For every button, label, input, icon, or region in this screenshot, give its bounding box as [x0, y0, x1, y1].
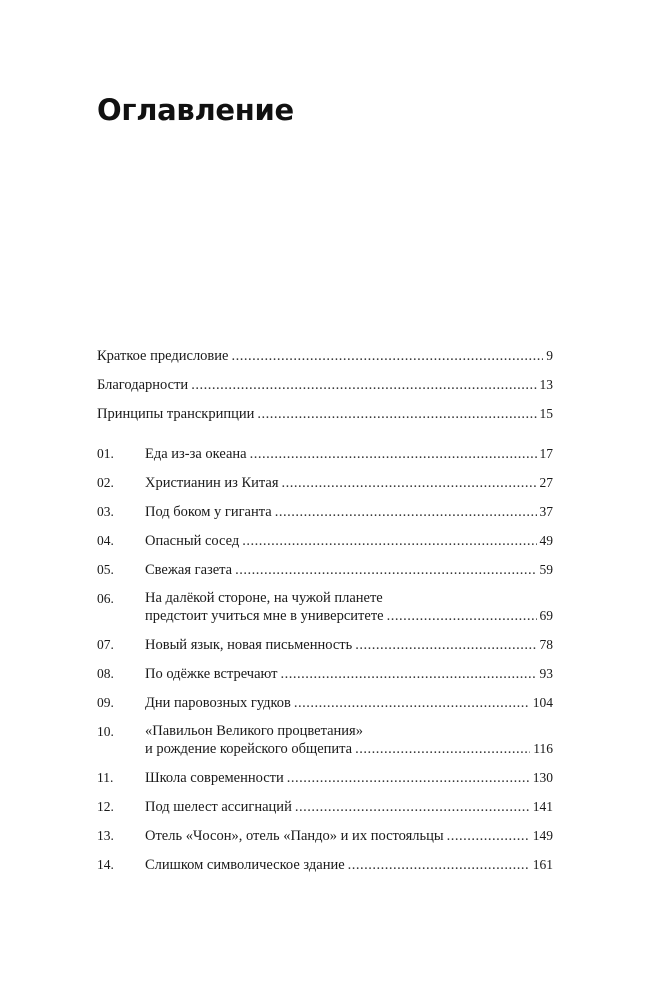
toc-entry-chapter [97, 503, 553, 521]
entry-page-number: 59 [539, 562, 553, 577]
entry-label: Школа современности [145, 770, 284, 786]
dot-leader [294, 695, 530, 712]
chapter-number: 12. [97, 799, 114, 814]
dot-leader [282, 475, 537, 492]
dot-leader [348, 857, 530, 874]
entry-label: Свежая газета [145, 562, 233, 578]
entry-page-number: 69 [539, 608, 553, 623]
entry-label: «Павильон Великого процветания» [145, 723, 363, 739]
chapter-number: 13. [97, 828, 114, 843]
entry-page-number: 49 [539, 533, 553, 548]
page-title: Оглавление [97, 93, 294, 127]
dot-leader [447, 828, 530, 845]
toc-entry-transcription [97, 405, 553, 423]
entry-label: Еда из-за океана [145, 446, 247, 462]
entry-page-number: 104 [532, 695, 553, 710]
entry-page-number: 15 [539, 406, 553, 421]
chapter-number: 10. [97, 724, 114, 739]
toc-entry-preface [97, 347, 553, 365]
entry-label: предстоит учиться мне в университете [145, 608, 384, 624]
dot-leader [235, 562, 536, 579]
toc-entry-chapter [97, 769, 553, 787]
toc-entry-chapter [97, 798, 553, 816]
chapter-number: 05. [97, 562, 114, 577]
toc-entry-chapter [97, 856, 553, 874]
entry-page-number: 78 [539, 637, 553, 652]
toc-entry-chapter [97, 636, 553, 654]
entry-label: и рождение корейского общепита [145, 741, 353, 757]
dot-leader [231, 348, 543, 365]
entry-page-number: 149 [532, 828, 553, 843]
toc-entry-chapter [97, 445, 553, 463]
dot-leader [295, 799, 530, 816]
chapter-number: 08. [97, 666, 114, 681]
entry-label: Слишком символическое здание [145, 857, 345, 873]
chapter-number: 04. [97, 533, 114, 548]
toc-entry-chapter [97, 590, 553, 625]
entry-page-number: 141 [532, 799, 553, 814]
dot-leader [191, 377, 536, 394]
toc-entry-chapter [97, 665, 553, 683]
chapter-list [97, 445, 553, 874]
entry-page-number: 37 [539, 504, 553, 519]
dot-leader [250, 446, 537, 463]
dot-leader [275, 504, 537, 521]
entry-label: Принципы транскрипции [97, 406, 255, 422]
front-matter-list [97, 347, 553, 423]
chapter-number: 11. [97, 770, 114, 785]
entry-page-number: 161 [532, 857, 553, 872]
dot-leader [387, 608, 537, 625]
entry-page-number: 17 [539, 446, 553, 461]
entry-page-number: 116 [533, 741, 553, 756]
dot-leader [355, 741, 530, 758]
toc-entry-acknowledgements [97, 376, 553, 394]
chapter-number: 09. [97, 695, 114, 710]
dot-leader [281, 666, 537, 683]
toc-entry-chapter [97, 561, 553, 579]
chapter-number: 06. [97, 591, 114, 606]
toc-entry-chapter [97, 694, 553, 712]
entry-label: Опасный сосед [145, 533, 240, 549]
chapter-number: 03. [97, 504, 114, 519]
entry-label: Отель «Чосон», отель «Пандо» и их постояльцы [145, 828, 444, 844]
entry-label: По одёжке встречают [145, 666, 278, 682]
table-of-contents [97, 347, 553, 885]
chapter-number: 02. [97, 475, 114, 490]
toc-entry-chapter [97, 532, 553, 550]
entry-page-number: 9 [546, 348, 553, 363]
entry-label: На далёкой стороне, на чужой планете [145, 590, 383, 606]
entry-label: Под боком у гиганта [145, 504, 272, 520]
chapter-number: 01. [97, 446, 114, 461]
entry-page-number: 27 [539, 475, 553, 490]
dot-leader [287, 770, 530, 787]
entry-page-number: 93 [539, 666, 553, 681]
entry-label: Благодарности [97, 377, 189, 393]
dot-leader [355, 637, 536, 654]
toc-entry-chapter [97, 474, 553, 492]
toc-entry-chapter [97, 827, 553, 845]
dot-leader [242, 533, 536, 550]
toc-entry-chapter [97, 723, 553, 758]
entry-label: Дни паровозных гудков [145, 695, 291, 711]
entry-page-number: 130 [532, 770, 553, 785]
dot-leader [257, 406, 536, 423]
entry-label: Христианин из Китая [145, 475, 279, 491]
chapter-number: 14. [97, 857, 114, 872]
entry-label: Новый язык, новая письменность [145, 637, 353, 653]
entry-page-number: 13 [539, 377, 553, 392]
chapter-number: 07. [97, 637, 114, 652]
entry-label: Краткое предисловие [97, 348, 229, 364]
entry-label: Под шелест ассигнаций [145, 799, 292, 815]
